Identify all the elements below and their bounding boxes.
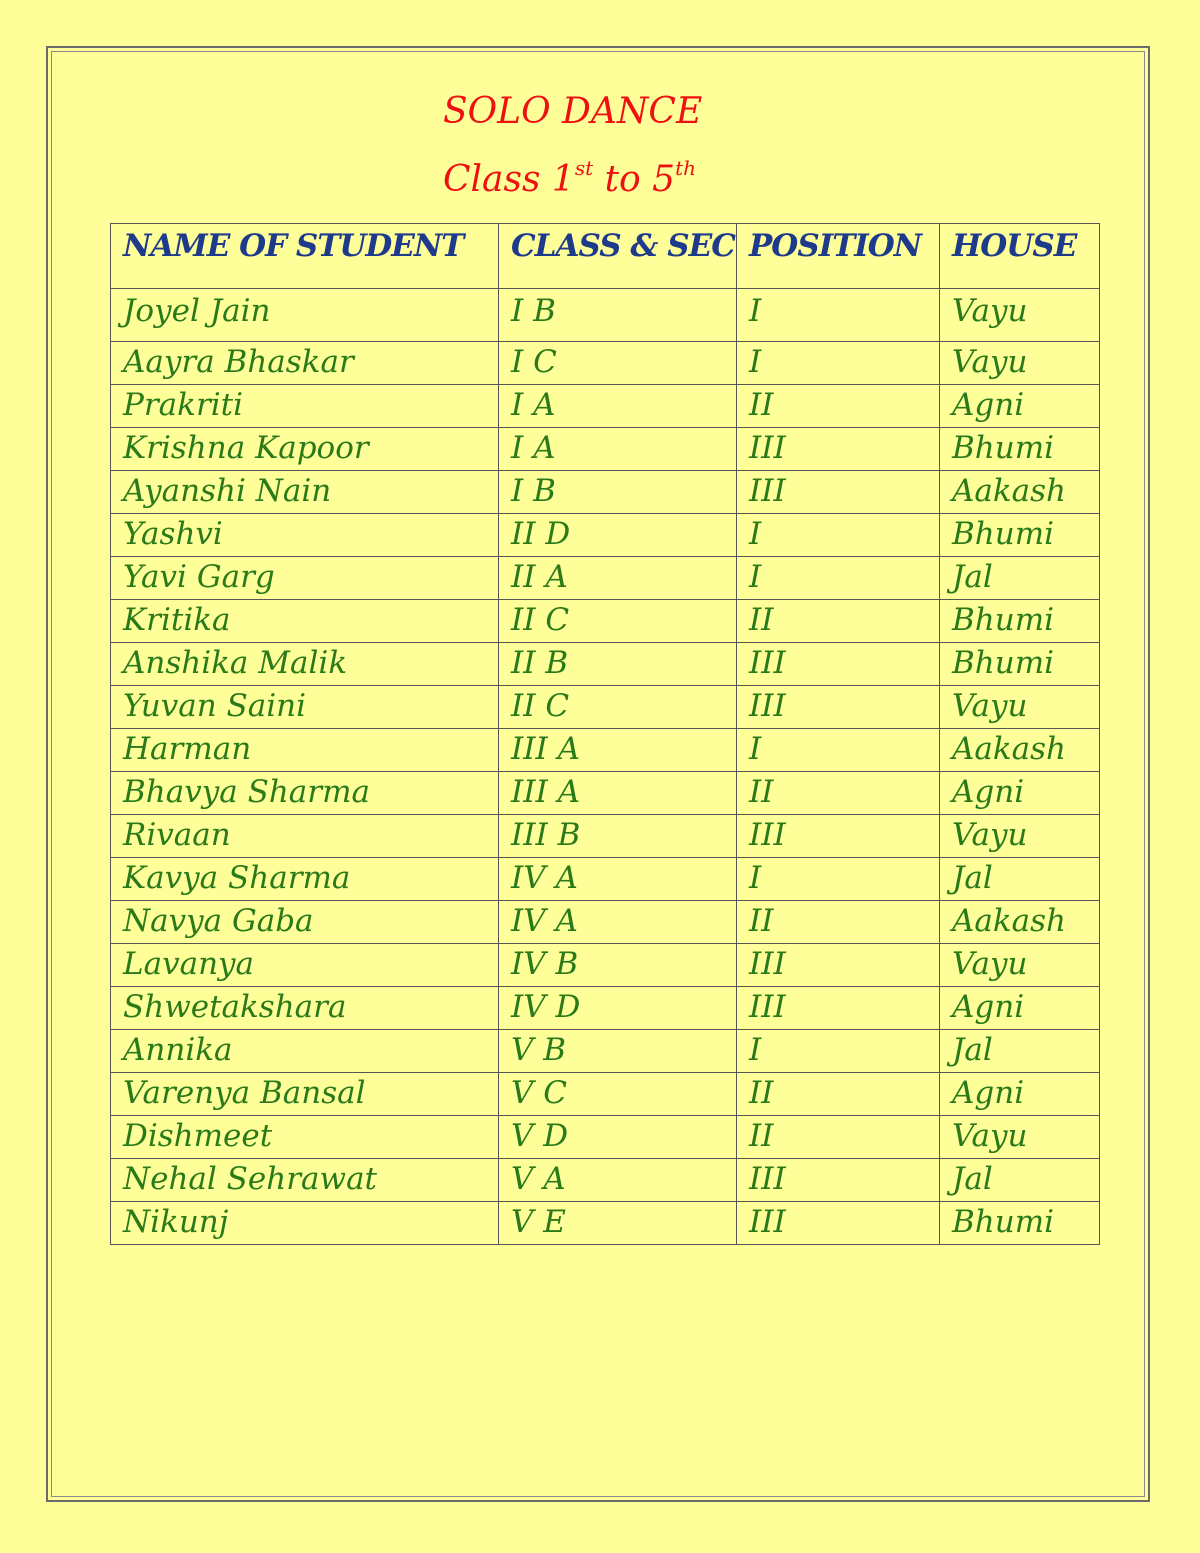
table-row — [111, 901, 1100, 944]
cell-class-sec: I B — [499, 289, 737, 342]
cell-house: Jal — [940, 1030, 1100, 1073]
table-row — [111, 815, 1100, 858]
cell-student-name: Lavanya — [111, 944, 499, 987]
table-row — [111, 1159, 1100, 1202]
cell-class-sec: III B — [499, 815, 737, 858]
table-row — [111, 1073, 1100, 1116]
cell-class-sec: I B — [499, 471, 737, 514]
cell-student-name: Krishna Kapoor — [111, 428, 499, 471]
cell-class-sec: V B — [499, 1030, 737, 1073]
cell-class-sec: III A — [499, 729, 737, 772]
cell-position: I — [737, 729, 940, 772]
cell-student-name: Shwetakshara — [111, 987, 499, 1030]
cell-student-name: Yavi Garg — [111, 557, 499, 600]
cell-house: Agni — [940, 987, 1100, 1030]
table-row — [111, 471, 1100, 514]
table-row — [111, 289, 1100, 342]
cell-house: Jal — [940, 1159, 1100, 1202]
cell-position: III — [737, 987, 940, 1030]
cell-student-name: Annika — [111, 1030, 499, 1073]
cell-house: Bhumi — [940, 514, 1100, 557]
table-row — [111, 987, 1100, 1030]
cell-class-sec: IV D — [499, 987, 737, 1030]
cell-house: Aakash — [940, 471, 1100, 514]
column-header-house: HOUSE — [940, 224, 1100, 289]
cell-student-name: Yashvi — [111, 514, 499, 557]
cell-student-name: Ayanshi Nain — [111, 471, 499, 514]
cell-class-sec: V A — [499, 1159, 737, 1202]
cell-house: Jal — [940, 858, 1100, 901]
cell-class-sec: II A — [499, 557, 737, 600]
cell-position: II — [737, 1073, 940, 1116]
cell-student-name: Varenya Bansal — [111, 1073, 499, 1116]
cell-position: I — [737, 289, 940, 342]
cell-position: II — [737, 385, 940, 428]
cell-position: II — [737, 1116, 940, 1159]
cell-student-name: Bhavya Sharma — [111, 772, 499, 815]
cell-house: Vayu — [940, 1116, 1100, 1159]
cell-house: Bhumi — [940, 428, 1100, 471]
cell-position: III — [737, 643, 940, 686]
table-row — [111, 600, 1100, 643]
cell-position: III — [737, 1159, 940, 1202]
table-body — [111, 289, 1100, 1245]
cell-student-name: Prakriti — [111, 385, 499, 428]
table-row — [111, 772, 1100, 815]
cell-position: I — [737, 858, 940, 901]
cell-student-name: Nikunj — [111, 1202, 499, 1245]
cell-position: II — [737, 600, 940, 643]
cell-class-sec: III A — [499, 772, 737, 815]
cell-student-name: Dishmeet — [111, 1116, 499, 1159]
cell-position: III — [737, 686, 940, 729]
cell-student-name: Joyel Jain — [111, 289, 499, 342]
cell-position: III — [737, 471, 940, 514]
page-subtitle — [443, 156, 696, 204]
column-header-class-sec: CLASS & SEC — [499, 224, 737, 289]
cell-house: Aakash — [940, 729, 1100, 772]
cell-position: I — [737, 514, 940, 557]
cell-class-sec: V E — [499, 1202, 737, 1245]
cell-house: Bhumi — [940, 600, 1100, 643]
page-title: SOLO DANCE — [443, 91, 703, 132]
cell-position: III — [737, 944, 940, 987]
cell-class-sec: II C — [499, 686, 737, 729]
table-row — [111, 1202, 1100, 1245]
cell-position: I — [737, 1030, 940, 1073]
cell-class-sec: I A — [499, 385, 737, 428]
cell-student-name: Harman — [111, 729, 499, 772]
cell-position: II — [737, 772, 940, 815]
column-header-name: NAME OF STUDENT — [111, 224, 499, 289]
cell-house: Agni — [940, 1073, 1100, 1116]
table-row — [111, 1030, 1100, 1073]
cell-class-sec: IV B — [499, 944, 737, 987]
cell-position: I — [737, 557, 940, 600]
cell-house: Vayu — [940, 289, 1100, 342]
table-row — [111, 643, 1100, 686]
cell-student-name: Rivaan — [111, 815, 499, 858]
table-row — [111, 514, 1100, 557]
cell-position: III — [737, 815, 940, 858]
cell-house: Vayu — [940, 944, 1100, 987]
cell-student-name: Yuvan Saini — [111, 686, 499, 729]
cell-student-name: Nehal Sehrawat — [111, 1159, 499, 1202]
table-row — [111, 944, 1100, 987]
column-header-position: POSITION — [737, 224, 940, 289]
cell-position: I — [737, 342, 940, 385]
cell-class-sec: I A — [499, 428, 737, 471]
cell-house: Vayu — [940, 686, 1100, 729]
cell-position: III — [737, 428, 940, 471]
table-row — [111, 858, 1100, 901]
table-row — [111, 686, 1100, 729]
cell-class-sec: II B — [499, 643, 737, 686]
table-row — [111, 342, 1100, 385]
results-table — [110, 223, 1100, 1245]
cell-house: Bhumi — [940, 1202, 1100, 1245]
cell-class-sec: V C — [499, 1073, 737, 1116]
cell-house: Aakash — [940, 901, 1100, 944]
cell-position: II — [737, 901, 940, 944]
cell-house: Bhumi — [940, 643, 1100, 686]
table-row — [111, 385, 1100, 428]
cell-student-name: Kavya Sharma — [111, 858, 499, 901]
table-row — [111, 1116, 1100, 1159]
subtitle-prefix: Class 1 — [443, 159, 575, 200]
cell-student-name: Kritika — [111, 600, 499, 643]
cell-house: Agni — [940, 772, 1100, 815]
cell-class-sec: V D — [499, 1116, 737, 1159]
subtitle-sup-first: st — [574, 156, 594, 180]
cell-student-name: Aayra Bhaskar — [111, 342, 499, 385]
cell-position: III — [737, 1202, 940, 1245]
table-row — [111, 428, 1100, 471]
cell-student-name: Anshika Malik — [111, 643, 499, 686]
cell-student-name: Navya Gaba — [111, 901, 499, 944]
table-row — [111, 729, 1100, 772]
cell-house: Jal — [940, 557, 1100, 600]
cell-house: Agni — [940, 385, 1100, 428]
cell-class-sec: I C — [499, 342, 737, 385]
cell-class-sec: IV A — [499, 858, 737, 901]
cell-house: Vayu — [940, 342, 1100, 385]
subtitle-sup-last: th — [675, 156, 696, 180]
table-header-row — [111, 224, 1100, 289]
cell-class-sec: II C — [499, 600, 737, 643]
cell-class-sec: II D — [499, 514, 737, 557]
cell-house: Vayu — [940, 815, 1100, 858]
subtitle-middle: to 5 — [593, 159, 676, 200]
cell-class-sec: IV A — [499, 901, 737, 944]
table-row — [111, 557, 1100, 600]
